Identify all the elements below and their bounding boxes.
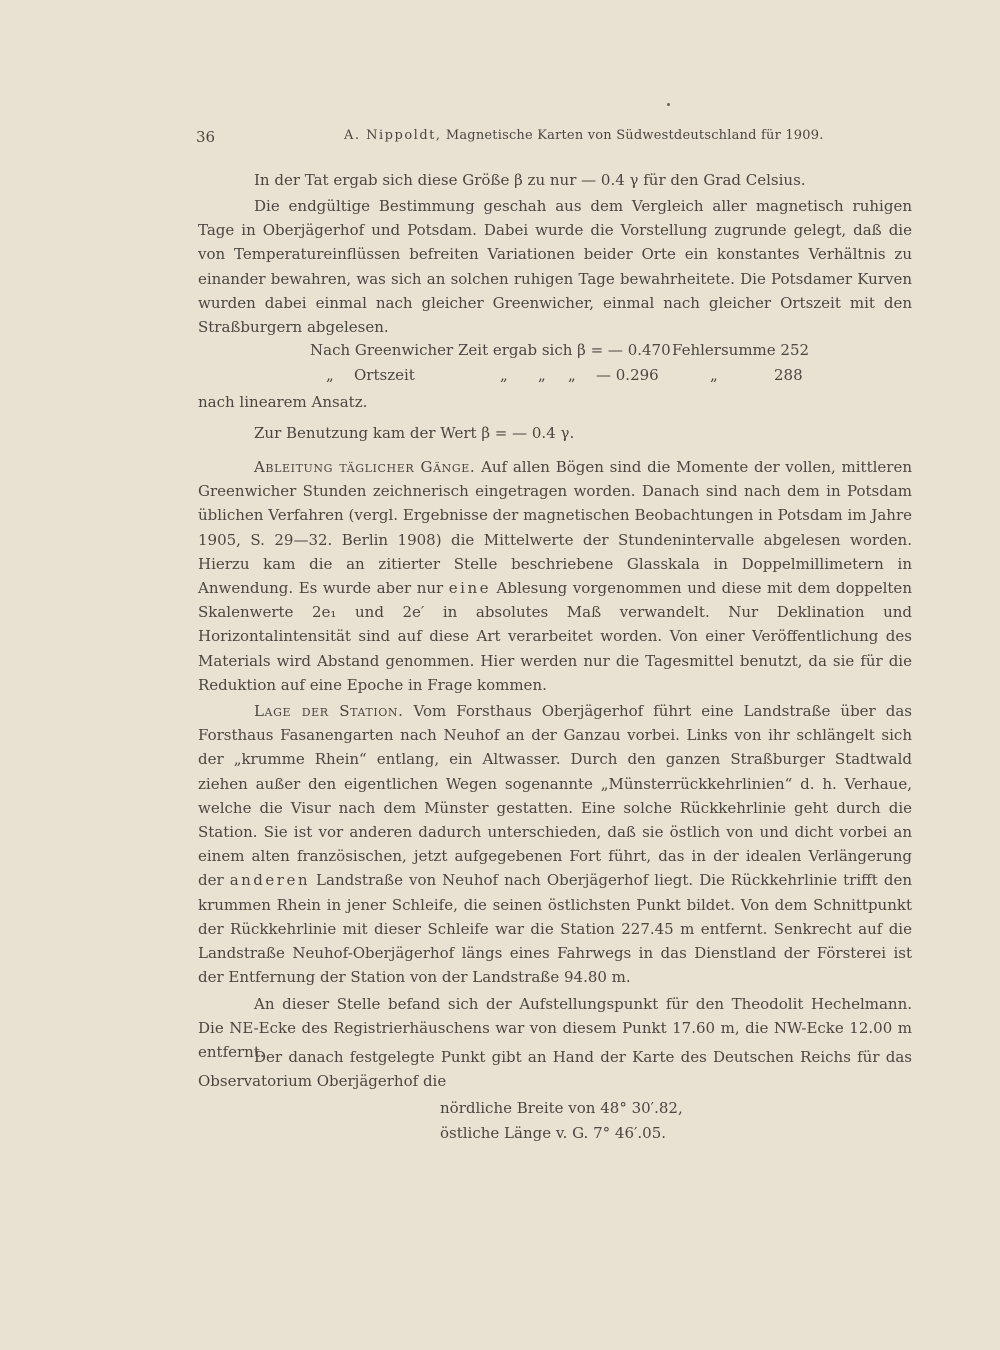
section-ableitung (198, 455, 912, 697)
linear-ansatz-line: nach linearem Ansatz. (198, 393, 368, 411)
paragraph-beta-result: In der Tat ergab sich diese Größe β zu nur — 0.4 γ für den Grad Celsius. (254, 171, 806, 189)
print-speck (667, 103, 670, 106)
ditto-mark: „ (568, 366, 576, 384)
ditto-mark: „ (538, 366, 546, 384)
paragraph-benutzung: Zur Benutzung kam der Wert β = — 0.4 γ. (254, 424, 575, 442)
paragraph-festgelegter-punkt: Der danach festgelegte Punkt gibt an Hand der Karte des Deutschen Reichs für das Observatorium Oberjägerhof die (198, 1048, 912, 1091)
section-lage (198, 699, 912, 989)
ableitung-emphasis: eine (448, 579, 491, 598)
running-author: A. Nippoldt, (344, 128, 442, 143)
section-heading-ableitung: Ableitung täglicher Gänge. (254, 458, 476, 476)
running-title (344, 128, 824, 143)
page-number: 36 (196, 128, 216, 146)
result-ortszeit-sum: 288 (774, 366, 803, 384)
paragraph-determination: Die endgültige Bestimmung geschah aus dem Vergleich aller magnetisch ruhigen Tage in Oberjägerhof und Potsdam. Dabei wurde die Vorstellung zugrunde gelegt, daß die von Temperatureinflüssen befreiten Variationen beider Orte ein konstantes Verhältnis zu einander bewahren, was sich an solchen ruhigen Tage bewahrheitete. Die Potsdamer Kurven wurden dabei einmal nach gleicher Greenwicher, einmal nach gleicher Ortszeit mit den Straßburgern abgelesen. (198, 197, 912, 337)
lage-text-2: Landstraße von Neuhof nach Oberjägerhof liegt. Die Rückkehrlinie trifft den krummen Rhein in jener Schleife, die seinen östlichsten Punkt bildet. Von dem Schnittpunkt der Rückkehrlinie mit dieser Schleife war die Station 227.45 m entfernt. Senkrecht auf die Landstraße Neuhof-Oberjägerhof längs eines Fahrwegs in das Dienstland der Försterei ist der Entfernung der Station von der Landstraße 94.80 m. (198, 871, 912, 987)
result-greenwich-sum: Fehlersumme 252 (672, 341, 810, 359)
result-ortszeit-value: — 0.296 (596, 366, 659, 384)
ditto-mark: „ (500, 366, 508, 384)
coordinate-latitude: nördliche Breite von 48° 30′.82, (440, 1099, 683, 1117)
paragraph-theodolit: An dieser Stelle befand sich der Aufstellungspunkt für den Theodolit Hechelmann. Die NE-Ecke des Registrierhäuschens war von diesem Punkt 17.60 m, die NW-Ecke 12.00 m entfernt. (198, 995, 912, 1062)
result-greenwich-label: Nach Greenwicher Zeit ergab sich β = — 0.470 (310, 341, 671, 359)
running-title-text: Magnetische Karten von Südwestdeutschland für 1909. (445, 128, 824, 143)
result-ortszeit-label: Ortszeit (354, 366, 415, 384)
ditto-mark: „ (326, 366, 334, 384)
lage-text-1: Vom Forsthaus Oberjägerhof führt eine Landstraße über das Forsthaus Fasanengarten nach Neuhof an der Ganzau vorbei. Links von ihr schlängelt sich der „krumme Rhein“ entlang, ein Altwasser. Durch den ganzen Straßburger Stadtwald ziehen außer den eigentlichen Wegen sogenannte „Münsterrückkehrlinien“ d. h. Verhaue, welche die Visur nach dem Münster gestatten. Eine solche Rückkehrlinie geht durch die Station. Sie ist vor anderen dadurch unterschieden, daß sie östlich von und dicht vorbei an einem alten französischen, jetzt aufgegebenen Fort führt, das in der idealen Verlängerung der (198, 702, 912, 890)
section-heading-lage: Lage der Station. (254, 702, 404, 720)
ableitung-text-2: Ablesung vorgenommen und diese mit dem doppelten Skalenwerte 2e₁ und 2e′ in absolutes Maß verwandelt. Nur Deklination und Horizontalintensität sind auf diese Art verarbeitet worden. Von einer Veröffentlichung des Materials wird Abstand genommen. Hier werden nur die Tagesmittel benutzt, da sie für die Reduktion auf eine Epoche in Frage kommen. (198, 579, 912, 694)
ableitung-text-1: Auf allen Bögen sind die Momente der vollen, mittleren Greenwicher Stunden zeichnerisch eingetragen worden. Danach sind nach dem in Potsdam üblichen Verfahren (vergl. Ergebnisse der magnetischen Beobachtungen in Potsdam im Jahre 1905, S. 29—32. Berlin 1908) die Mittelwerte der Stundenintervalle abgelesen worden. Hierzu kam die an zitierter Stelle beschriebene Glasskala in Doppelmillimetern in Anwendung. Es wurde aber nur (198, 458, 912, 598)
page-header (196, 128, 912, 152)
coordinate-longitude: östliche Länge v. G. 7° 46′.05. (440, 1124, 667, 1142)
lage-emphasis: anderen (229, 871, 310, 890)
ditto-mark: „ (710, 366, 718, 384)
